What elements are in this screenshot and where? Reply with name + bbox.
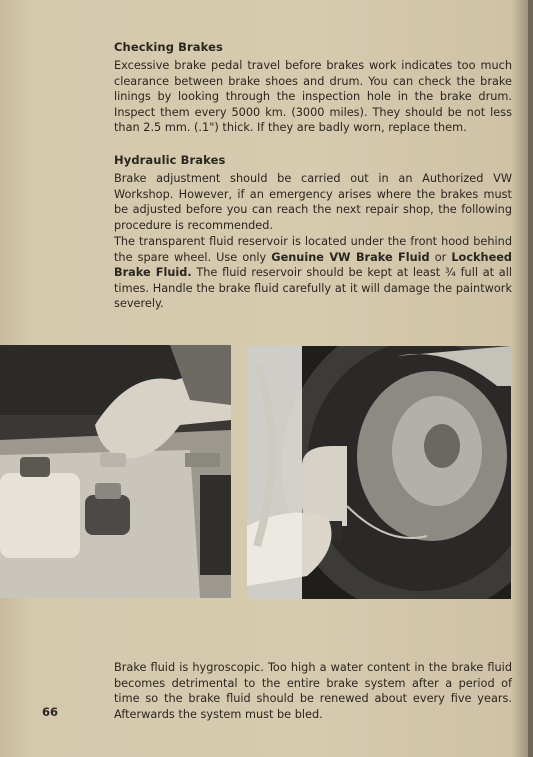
reservoir-photo: [0, 345, 231, 598]
lockheed-brake-fluid-label: Lockheed Brake Fluid.: [114, 250, 512, 279]
brake-adjustment-paragraph: Brake adjustment should be carried out in an Authorized VW Workshop. However, if an emergency arises where the brakes must be adjusted before you can reach the next repair shop, the following procedure is recommended.: [114, 172, 512, 232]
page-number: 66: [42, 705, 59, 719]
checking-brakes-paragraph: Excessive brake pedal travel before brakes work indicates too much clearance between brake shoes and drum. You can check the brake linings by looking through the inspection hole in the brake drum. Inspect them every 5000 km. (3000 miles). They should be not less than 2.5 mm. (.1") thick. If they are badly worn, replace them.: [114, 59, 512, 134]
hydraulic-brakes-heading: Hydraulic Brakes: [114, 153, 226, 167]
brake-drum-photo: [247, 346, 511, 599]
book-spine-shadow: [528, 0, 533, 757]
checking-brakes-heading: Checking Brakes: [114, 40, 223, 54]
fluid-reservoir-paragraph: The transparent fluid reservoir is located under the front hood behind the spare wheel. Use only Genuine VW Brake Fluid or Lockheed Brake Fluid. The fluid reservoir should be kept at least ¾ full at all times. Handle the brake fluid carefully at it will damage the paintwork severely.: [114, 235, 512, 310]
hygroscopic-paragraph: Brake fluid is hygroscopic. Too high a water content in the brake fluid becomes detrimental to the entire brake system after a period of time so the brake fluid should be renewed about every five years. Afterwards the system must be bled.: [114, 661, 512, 721]
vw-brake-fluid-label: Genuine VW Brake Fluid: [271, 250, 430, 264]
